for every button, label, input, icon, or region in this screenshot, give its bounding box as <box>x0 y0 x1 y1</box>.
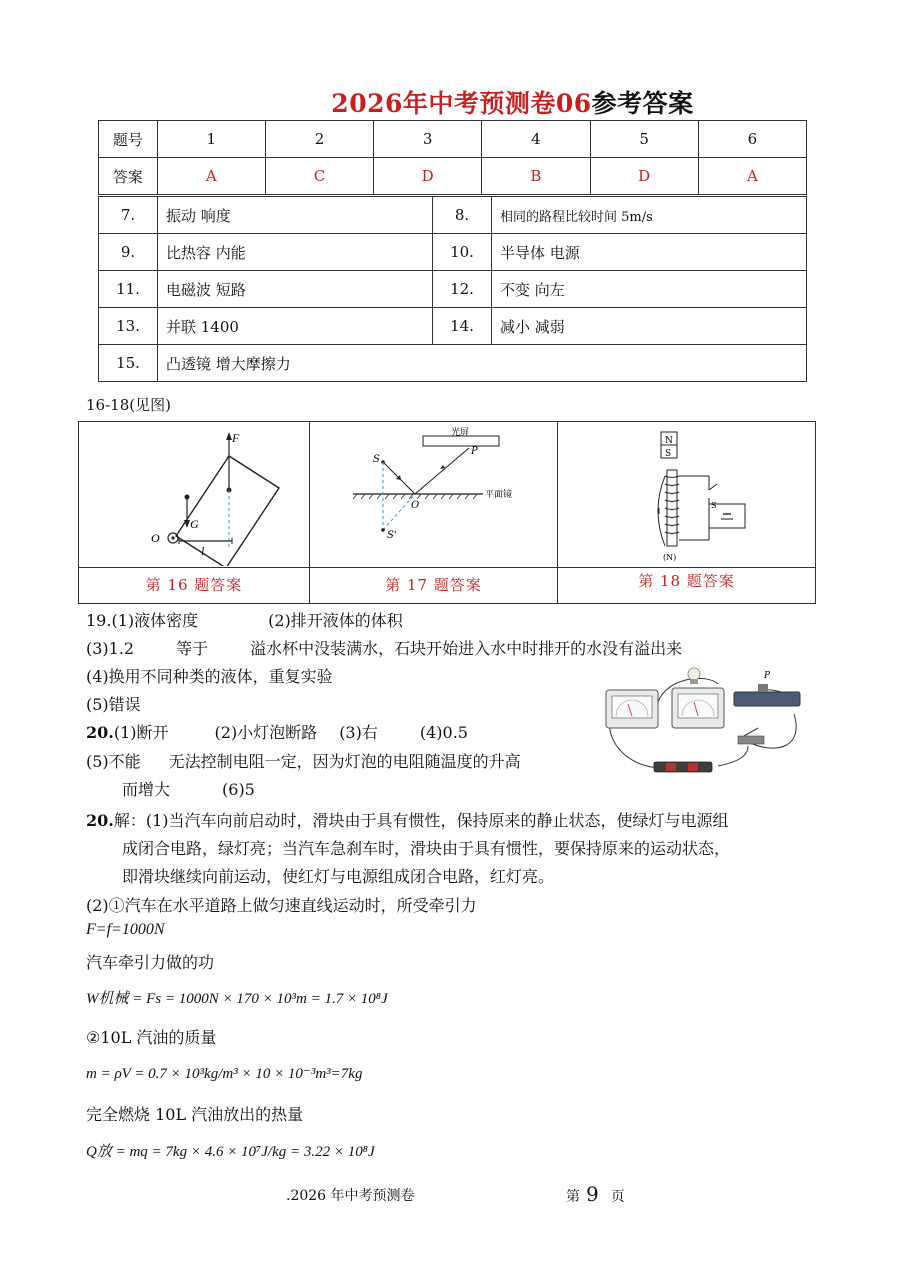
reflected-ray <box>415 448 469 494</box>
table-cell: 6 <box>698 121 806 158</box>
q20b-line1 <box>86 808 729 831</box>
answer-text: 溢水杯中没装满水，石块开始进入水中时排开的水没有溢出来 <box>250 639 683 658</box>
image-point <box>381 528 385 532</box>
table-row <box>99 158 807 195</box>
switch-lever <box>709 484 717 490</box>
answer-text: (3)1.2 <box>86 639 135 658</box>
answer-text: 振动 响度 <box>158 197 433 234</box>
q20a-line3 <box>122 777 255 800</box>
table-cell: 3 <box>374 121 482 158</box>
figures-label: 16-18(见图) <box>86 396 171 414</box>
magnet-north: N <box>665 436 673 446</box>
mirror-hatch <box>353 494 477 499</box>
meter-face <box>678 694 718 718</box>
question-number: 7. <box>99 197 158 234</box>
table-row <box>99 308 807 345</box>
label-o: O <box>151 531 160 545</box>
label-g: G <box>190 517 199 531</box>
page-num: 9 <box>586 1182 599 1206</box>
label-mirror: 平面镜 <box>485 490 513 500</box>
question-number: 15. <box>99 345 158 382</box>
battery-cell <box>688 763 698 771</box>
answer-text: (1)断开 <box>113 723 169 742</box>
rheostat <box>734 692 800 706</box>
answer-cell: C <box>265 158 373 195</box>
q19-line3: (4)换用不同种类的液体，重复实验 <box>86 667 333 686</box>
answer-text: (4)0.5 <box>419 723 468 742</box>
question-number: 20. <box>86 723 114 742</box>
question-number: 20. <box>86 811 114 830</box>
equation-heat: Q放 = mq = 7kg × 4.6 × 10⁷J/kg = 3.22 × 10⁸J <box>86 1144 375 1160</box>
q19-line4: (5)错误 <box>86 695 141 714</box>
q20b-line8: 完全燃烧 10L 汽油放出的热量 <box>86 1105 304 1124</box>
q20b-line5: F=f=1000N <box>86 921 165 938</box>
light-bulb <box>688 668 700 680</box>
answer-text: 解：(1)当汽车向前启动时，滑块由于具有惯性，保持原来的静止状态，使绿灯与电源组 <box>113 811 729 830</box>
answer-text: 半导体 电源 <box>492 234 807 271</box>
answer-cell: B <box>482 158 590 195</box>
q20b-line6: 汽车牵引力做的功 <box>86 953 215 972</box>
answer-cell: A <box>157 158 265 195</box>
question-number: 19. <box>86 611 112 630</box>
bulb-base <box>690 679 698 684</box>
answer-text: 比热容 内能 <box>158 234 433 271</box>
label-l: l <box>201 544 205 558</box>
page-prefix: 第 <box>566 1189 580 1205</box>
pole-label: (N) <box>663 553 677 562</box>
magnet-south: S <box>665 449 672 459</box>
label-screen: 光屏 <box>451 428 470 438</box>
label-s: S <box>373 454 380 465</box>
question-number: 13. <box>99 308 158 345</box>
table-row <box>99 345 807 382</box>
label-p: P <box>764 671 771 681</box>
title-red: 2026年中考预测卷06 <box>331 89 592 118</box>
table-cell: 1 <box>157 121 265 158</box>
table-cell: 2 <box>265 121 373 158</box>
table-cell: 4 <box>482 121 590 158</box>
question-number: 9. <box>99 234 158 271</box>
question-number: 8. <box>433 197 492 234</box>
lever-block <box>176 456 279 566</box>
switch-lever <box>744 728 758 736</box>
q20a-line1 <box>86 720 468 743</box>
label-p: P <box>471 446 478 457</box>
label-s-prime: S' <box>387 530 397 541</box>
battery-cell <box>666 763 676 771</box>
page-title <box>0 84 905 120</box>
wire <box>718 746 748 766</box>
meter-face <box>612 696 652 718</box>
q19-line1 <box>86 608 403 631</box>
switch <box>738 736 764 744</box>
caption-divider <box>79 567 815 568</box>
answer-text: 凸透镜 增大摩擦力 <box>158 345 807 382</box>
answer-text: 等于 <box>176 639 209 658</box>
caption-fig17: 第 17 题答案 <box>385 576 482 594</box>
caption-fig18: 第 18 题答案 <box>638 572 735 590</box>
q20b-line4: (2)①汽车在水平道路上做匀速直线运动时，所受牵引力 <box>86 896 477 915</box>
q20b-line7: ②10L 汽油的质量 <box>86 1028 217 1047</box>
table-cell: 5 <box>590 121 698 158</box>
answer-text: 相同的路程比较时间 5m/s <box>492 197 807 234</box>
iron-core <box>667 470 677 546</box>
answer-cell: D <box>374 158 482 195</box>
page-suffix: 页 <box>610 1189 625 1205</box>
table-row <box>99 121 807 158</box>
answer-cell: A <box>698 158 806 195</box>
question-number: 10. <box>433 234 492 271</box>
caption-fig16: 第 16 题答案 <box>145 576 243 594</box>
fill-answer-table <box>98 196 807 382</box>
footer-title: .2026 年中考预测卷 <box>286 1188 415 1204</box>
q20b-line3: 即滑块继续向前运动，使红灯与电源组成闭合电路，红灯亮。 <box>122 867 555 886</box>
answer-text: 而增大 <box>122 780 171 799</box>
row-label: 题号 <box>99 121 158 158</box>
row-label: 答案 <box>99 158 158 195</box>
mirror-reflection-diagram <box>349 426 549 564</box>
label-o: O <box>411 500 420 511</box>
answer-text: 减小 减弱 <box>492 308 807 345</box>
electromagnet-diagram <box>639 428 759 566</box>
answer-text: (1)液体密度 <box>111 611 199 630</box>
pivot-dot <box>171 536 174 539</box>
figures-box <box>78 421 816 604</box>
question-number: 12. <box>433 271 492 308</box>
circuit-photo <box>598 666 808 778</box>
answer-text: 并联 1400 <box>158 308 433 345</box>
answer-text: (5)不能 <box>86 752 141 771</box>
question-number: 14. <box>433 308 492 345</box>
choice-answer-table <box>98 120 807 195</box>
answer-text: 无法控制电阻一定，因为灯泡的电阻随温度的升高 <box>168 752 521 771</box>
table-row <box>99 234 807 271</box>
page-number <box>566 1182 625 1206</box>
lever-force-diagram <box>129 428 299 566</box>
switch-label: S <box>711 501 717 510</box>
q20b-line2: 成闭合电路，绿灯亮；当汽车急刹车时，滑块由于具有惯性，要保持原来的运动状态， <box>122 839 731 858</box>
answer-text: 电磁波 短路 <box>158 271 433 308</box>
battery-pack <box>654 762 712 772</box>
answer-text: (2)小灯泡断路 <box>214 723 318 742</box>
rheostat-slider <box>758 684 768 692</box>
answer-text: (3)右 <box>339 723 378 742</box>
equation-mass: m = ρV = 0.7 × 10³kg/m³ × 10 × 10⁻³m³=7kg <box>86 1066 363 1082</box>
answer-text: (2)排开液体的体积 <box>268 611 403 630</box>
answer-text: 不变 向左 <box>492 271 807 308</box>
q20a-line2 <box>86 749 521 772</box>
table-row <box>99 197 807 234</box>
q19-line2 <box>86 636 682 659</box>
title-black: 参考答案 <box>591 89 694 118</box>
label-f: F <box>232 431 240 445</box>
question-number: 11. <box>99 271 158 308</box>
equation-work: W机械 = Fs = 1000N × 170 × 10³m = 1.7 × 10⁸J <box>86 991 388 1007</box>
answer-text: (6)5 <box>222 780 255 799</box>
table-row <box>99 271 807 308</box>
answer-cell: D <box>590 158 698 195</box>
